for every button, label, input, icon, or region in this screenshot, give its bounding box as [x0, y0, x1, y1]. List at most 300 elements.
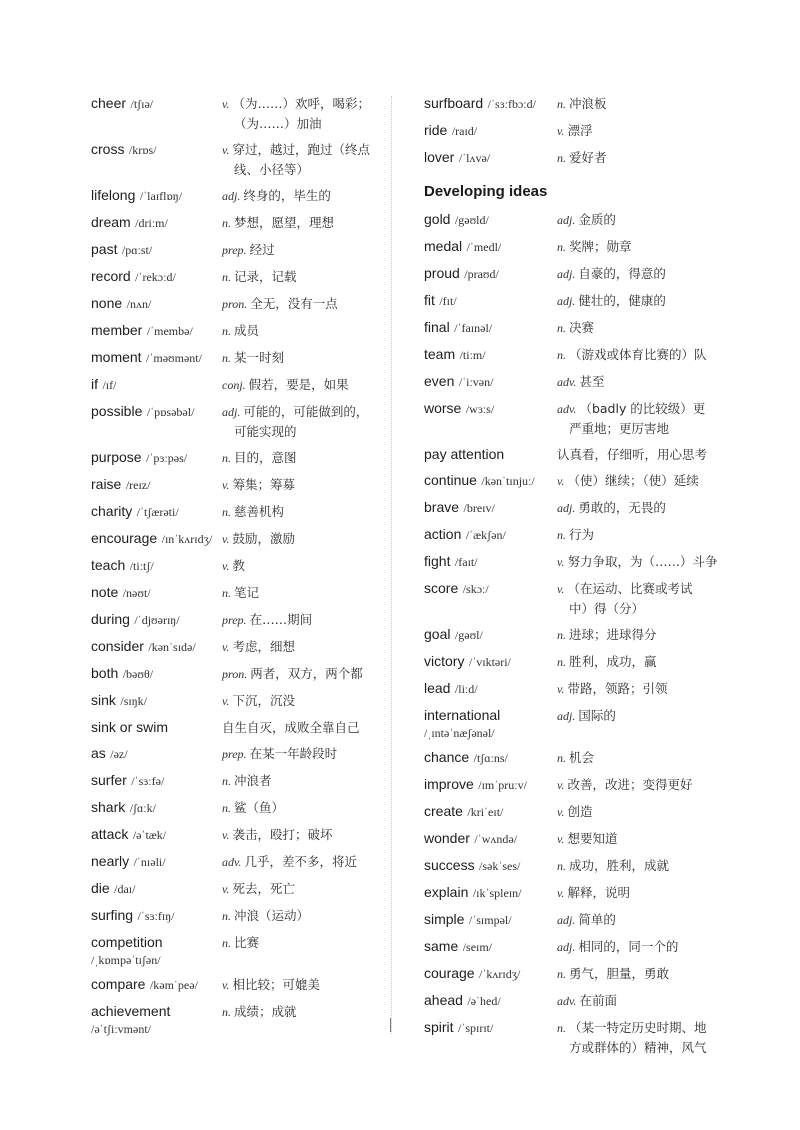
headword: improve	[424, 776, 474, 792]
part-of-speech: adv.	[557, 994, 577, 1008]
vocab-entry	[424, 829, 724, 849]
meaning: 成功，胜利，成就	[569, 858, 670, 873]
meaning: 进球；进球得分	[569, 627, 657, 642]
word-cell	[91, 975, 222, 995]
phonetic: /ˈfaɪnəl/	[454, 321, 493, 335]
meaning: 死去，死亡	[232, 881, 295, 896]
vocab-entry	[91, 186, 381, 206]
meaning-continuation: （为……）加油	[234, 116, 322, 131]
part-of-speech: v.	[557, 682, 565, 696]
vocab-entry	[424, 264, 724, 284]
headword: competition	[91, 934, 163, 950]
meaning: 梦想，愿望，理想	[234, 215, 335, 230]
definition-cell	[222, 348, 381, 368]
definition-cell	[222, 267, 381, 287]
word-cell	[91, 933, 222, 968]
word-cell	[91, 402, 222, 422]
meaning-continuation: 严重地；更厉害地	[569, 421, 670, 436]
meaning: （为……）欢呼，喝彩；	[232, 96, 370, 111]
definition-cell	[557, 525, 724, 545]
headword: teach	[91, 557, 126, 573]
headword: during	[91, 611, 130, 627]
headword: consider	[91, 638, 144, 654]
word-cell	[91, 691, 222, 711]
definition-cell	[222, 94, 381, 133]
part-of-speech: n.	[557, 528, 566, 542]
meaning: 穿过，越过，跑过（终点	[232, 142, 370, 157]
headword: success	[424, 857, 475, 873]
definition-cell	[557, 399, 724, 438]
definition-cell	[222, 321, 381, 341]
part-of-speech: adj.	[222, 405, 241, 419]
word-cell	[424, 579, 557, 599]
phonetic: /əz/	[110, 747, 128, 761]
vocab-entry	[91, 240, 381, 260]
phonetic: /ˈkʌrɪdʒ/	[479, 967, 521, 981]
part-of-speech: adj.	[222, 189, 241, 203]
vocab-entry	[91, 267, 381, 287]
word-cell	[91, 556, 222, 576]
headword: gold	[424, 211, 451, 227]
headword: moment	[91, 349, 142, 365]
word-cell	[91, 213, 222, 233]
word-cell	[424, 937, 557, 957]
headword: medal	[424, 238, 463, 254]
vocab-entry	[424, 625, 724, 645]
headword: team	[424, 346, 456, 362]
phonetic: /reɪz/	[125, 478, 151, 492]
definition-cell	[557, 625, 724, 645]
word-cell	[424, 964, 557, 984]
phonetic: /ˈwʌndə/	[474, 832, 518, 846]
phonetic: /əˈtæk/	[132, 828, 167, 842]
part-of-speech: n.	[557, 97, 566, 111]
part-of-speech: n.	[557, 151, 566, 165]
definition-cell	[222, 529, 381, 549]
word-cell	[91, 448, 222, 468]
meaning: 记录，记载	[234, 269, 297, 284]
column-divider-tick	[390, 1018, 391, 1032]
phonetic: /liːd/	[454, 682, 478, 696]
phonetic: /ˈpɜːpəs/	[146, 451, 188, 465]
vocab-entry	[91, 583, 381, 603]
part-of-speech: n.	[557, 751, 566, 765]
definition-cell	[222, 556, 381, 576]
word-cell	[91, 140, 222, 160]
meaning: 自生自灭，成败全靠自己	[222, 720, 360, 735]
definition-cell	[222, 213, 381, 233]
part-of-speech: pron.	[222, 297, 248, 311]
meaning: 鼓励，激励	[232, 531, 295, 546]
headword: cheer	[91, 95, 127, 111]
word-cell	[424, 291, 557, 311]
meaning: 冲浪（运动）	[234, 908, 310, 923]
vocab-entry	[424, 775, 724, 795]
vocab-entry	[424, 445, 724, 464]
meaning: 经过	[249, 242, 275, 257]
part-of-speech: adj.	[557, 709, 576, 723]
definition-cell	[222, 448, 381, 468]
headword: international	[424, 707, 501, 723]
headword: encourage	[91, 530, 158, 546]
vocab-entry	[424, 148, 724, 168]
phonetic: /driːm/	[135, 216, 168, 230]
meaning: 简单的	[578, 912, 616, 927]
part-of-speech: n.	[557, 321, 566, 335]
headword: create	[424, 803, 463, 819]
vocab-entry	[91, 213, 381, 233]
definition-cell	[222, 825, 381, 845]
vocab-entry	[91, 879, 381, 899]
vocab-entry	[91, 475, 381, 495]
meaning: 带路，领路；引领	[567, 681, 668, 696]
word-cell	[91, 321, 222, 341]
definition-cell	[557, 802, 724, 822]
part-of-speech: v.	[222, 143, 230, 157]
word-cell	[424, 748, 557, 768]
headword: proud	[424, 265, 460, 281]
phonetic: /raɪd/	[451, 124, 478, 138]
vocab-entry	[91, 744, 381, 764]
meaning: 健壮的，健康的	[578, 293, 666, 308]
phonetic: /tiːm/	[459, 348, 486, 362]
definition-cell	[222, 771, 381, 791]
part-of-speech: n.	[222, 801, 231, 815]
meaning: 在某一年龄段时	[249, 746, 338, 761]
meaning: 创造	[567, 804, 593, 819]
vocab-entry	[424, 498, 724, 518]
word-cell	[424, 372, 557, 392]
headword: possible	[91, 403, 143, 419]
phonetic: /wɜːs/	[465, 402, 495, 416]
headword: wonder	[424, 830, 470, 846]
headword: goal	[424, 626, 451, 642]
vocab-entry	[424, 237, 724, 257]
vocab-entry	[91, 502, 381, 522]
word-cell	[91, 852, 222, 872]
vocab-entry	[424, 1018, 724, 1057]
part-of-speech: n.	[222, 324, 231, 338]
part-of-speech: adj.	[557, 213, 576, 227]
phonetic: /ˈdjʊərɪŋ/	[134, 613, 180, 627]
vocab-entry	[424, 991, 724, 1011]
meaning: 金质的	[578, 212, 616, 227]
headword: victory	[424, 653, 465, 669]
vocab-entry	[424, 345, 724, 365]
vocab-entry	[424, 372, 724, 392]
word-cell	[91, 294, 222, 314]
word-cell	[424, 679, 557, 699]
definition-cell	[222, 933, 381, 953]
word-cell	[424, 706, 557, 741]
word-cell	[91, 1002, 222, 1037]
part-of-speech: prep.	[222, 613, 247, 627]
headword: shark	[91, 799, 126, 815]
part-of-speech: n.	[222, 216, 231, 230]
headword: fight	[424, 553, 451, 569]
phonetic: /ˈsɜːfə/	[131, 774, 165, 788]
headword: nearly	[91, 853, 130, 869]
phonetic: /seɪm/	[462, 940, 493, 954]
headword: explain	[424, 884, 469, 900]
meaning: 成绩；成就	[234, 1004, 297, 1019]
column-divider	[391, 96, 392, 1034]
phonetic: /nəʊt/	[122, 586, 151, 600]
meaning: 在……期间	[249, 612, 313, 627]
part-of-speech: v.	[222, 478, 230, 492]
phonetic: /faɪt/	[454, 555, 478, 569]
definition-cell	[222, 186, 381, 206]
part-of-speech: n.	[222, 586, 231, 600]
definition-cell	[222, 744, 381, 764]
meaning-continuation: 线、小径等）	[234, 162, 310, 177]
phonetic: /kənˈsɪdə/	[148, 640, 196, 654]
phonetic: /ɪmˈpruːv/	[478, 778, 527, 792]
phonetic: /səkˈses/	[479, 859, 521, 873]
meaning: 胜利，成功，赢	[569, 654, 657, 669]
definition-cell	[222, 637, 381, 657]
word-cell	[424, 775, 557, 795]
definition-cell	[222, 140, 381, 179]
vocab-entry	[91, 825, 381, 845]
word-cell	[91, 610, 222, 630]
meaning: 鲨（鱼）	[234, 800, 285, 815]
headword: compare	[91, 976, 146, 992]
phonetic: /tiːtʃ/	[129, 559, 154, 573]
headword: member	[91, 322, 143, 338]
word-cell	[424, 991, 557, 1011]
headword: fit	[424, 292, 435, 308]
definition-cell	[222, 294, 381, 314]
meaning: 勇敢的，无畏的	[578, 500, 666, 515]
part-of-speech: v.	[557, 778, 565, 792]
part-of-speech: v.	[557, 474, 565, 488]
left-column	[91, 94, 381, 1044]
phonetic: /sɪŋk/	[120, 694, 147, 708]
vocab-entry	[91, 906, 381, 926]
headword: past	[91, 241, 118, 257]
meaning: 成员	[234, 323, 260, 338]
definition-cell	[222, 1002, 381, 1022]
definition-cell	[222, 402, 381, 441]
meaning: 漂浮	[567, 123, 593, 138]
phonetic: /ˈspɪrɪt/	[458, 1021, 494, 1035]
word-cell	[424, 318, 557, 338]
headword: even	[424, 373, 455, 389]
vocab-entry	[91, 448, 381, 468]
definition-cell	[222, 718, 381, 737]
part-of-speech: n.	[222, 451, 231, 465]
vocab-entry	[424, 579, 724, 618]
phonetic: /əˈtʃiːvmənt/	[91, 1022, 151, 1036]
phonetic: /gəʊl/	[454, 628, 483, 642]
vocab-entry	[91, 771, 381, 791]
vocab-entry	[91, 975, 381, 995]
word-cell	[91, 906, 222, 926]
definition-cell	[222, 879, 381, 899]
definition-cell	[557, 775, 724, 795]
phonetic: /kəmˈpeə/	[149, 978, 198, 992]
word-cell	[91, 186, 222, 206]
meaning: 教	[232, 558, 245, 573]
vocab-entry	[91, 637, 381, 657]
meaning: 努力争取，为（……）斗争	[567, 554, 718, 569]
vocab-entry	[91, 321, 381, 341]
phonetic: /kənˈtɪnjuː/	[481, 474, 535, 488]
meaning: 可能的，可能做到的，	[243, 404, 369, 419]
headword: sink	[91, 692, 116, 708]
meaning: 几乎，差不多，将近	[244, 854, 357, 869]
headword: action	[424, 526, 462, 542]
definition-cell	[222, 583, 381, 603]
part-of-speech: adj.	[557, 501, 576, 515]
phonetic: /daɪ/	[114, 882, 136, 896]
vocab-entry	[424, 471, 724, 491]
phonetic: /ˌkɒmpəˈtɪʃən/	[91, 953, 161, 967]
meaning: 笔记	[234, 585, 260, 600]
definition-cell	[222, 852, 381, 872]
part-of-speech: n.	[222, 351, 231, 365]
part-of-speech: adj.	[557, 913, 576, 927]
word-cell	[91, 718, 222, 737]
headword: none	[91, 295, 123, 311]
word-cell	[424, 910, 557, 930]
definition-cell	[222, 502, 381, 522]
phonetic: /ˈsɪmpəl/	[468, 913, 512, 927]
word-cell	[424, 121, 557, 141]
part-of-speech: v.	[557, 555, 565, 569]
phonetic: /skɔː/	[462, 582, 489, 596]
part-of-speech: n.	[557, 348, 566, 362]
phonetic: /ɪnˈkʌrɪdʒ/	[161, 532, 213, 546]
part-of-speech: n.	[222, 505, 231, 519]
definition-cell	[222, 475, 381, 495]
headword: same	[424, 938, 459, 954]
phonetic: /ɪf/	[102, 378, 117, 392]
meaning: （badly 的比较级）更	[579, 401, 706, 416]
meaning: 勇气，胆量，勇敢	[569, 966, 670, 981]
part-of-speech: adv.	[557, 402, 577, 416]
word-cell	[424, 399, 557, 419]
meaning: 全无，没有一点	[250, 296, 338, 311]
word-cell	[424, 148, 557, 168]
vocab-entry	[424, 883, 724, 903]
right-column-top-entries	[424, 94, 724, 168]
headword: surfing	[91, 907, 134, 923]
part-of-speech: n.	[222, 774, 231, 788]
definition-cell	[557, 445, 724, 464]
headword: as	[91, 745, 106, 761]
vocab-entry	[424, 525, 724, 545]
meaning: 行为	[569, 527, 595, 542]
phonetic: /pɑːst/	[121, 243, 153, 257]
vocab-entry	[424, 802, 724, 822]
definition-cell	[222, 798, 381, 818]
vocab-entry	[424, 679, 724, 699]
definition-cell	[557, 910, 724, 930]
definition-cell	[222, 240, 381, 260]
vocab-entry	[424, 937, 724, 957]
part-of-speech: n.	[557, 1021, 566, 1035]
vocab-entry	[91, 664, 381, 684]
meaning: 慈善机构	[234, 504, 285, 519]
definition-cell	[557, 498, 724, 518]
phonetic: /gəʊld/	[454, 213, 489, 227]
headword: sink or swim	[91, 719, 169, 735]
section-heading-developing-ideas: Developing ideas	[424, 183, 548, 200]
phonetic: /ˈiːvən/	[458, 375, 494, 389]
definition-cell	[557, 471, 724, 491]
definition-cell	[557, 1018, 724, 1057]
headword: lead	[424, 680, 451, 696]
word-cell	[424, 345, 557, 365]
vocab-entry	[424, 94, 724, 114]
meaning: 考虑，细想	[232, 639, 295, 654]
right-column	[424, 94, 724, 1064]
phonetic: /praʊd/	[464, 267, 499, 281]
headword: final	[424, 319, 450, 335]
headword: attack	[91, 826, 129, 842]
phonetic: /ˈsɜːfɪŋ/	[137, 909, 175, 923]
meaning-continuation: 可能实现的	[234, 424, 297, 439]
right-column-developing-ideas-entries	[424, 210, 724, 1057]
definition-cell	[557, 291, 724, 311]
definition-cell	[557, 552, 724, 572]
part-of-speech: conj.	[222, 378, 246, 392]
part-of-speech: v.	[222, 694, 230, 708]
headword: both	[91, 665, 119, 681]
headword: continue	[424, 472, 477, 488]
word-cell	[424, 237, 557, 257]
vocab-entry	[424, 652, 724, 672]
part-of-speech: n.	[557, 628, 566, 642]
definition-cell	[222, 975, 381, 995]
headword: surfer	[91, 772, 127, 788]
headword: if	[91, 376, 98, 392]
part-of-speech: n.	[557, 655, 566, 669]
word-cell	[91, 771, 222, 791]
phonetic: /tʃɑːns/	[473, 751, 508, 765]
definition-cell	[557, 148, 724, 168]
headword: pay attention	[424, 446, 505, 462]
vocab-entry	[424, 964, 724, 984]
part-of-speech: n.	[557, 859, 566, 873]
word-cell	[424, 802, 557, 822]
vocab-entry	[91, 556, 381, 576]
part-of-speech: adj.	[557, 267, 576, 281]
vocab-entry	[91, 348, 381, 368]
headword: worse	[424, 400, 462, 416]
definition-cell	[557, 748, 724, 768]
phonetic: /ˈtʃærəti/	[136, 505, 179, 519]
meaning: 改善，改进；变得更好	[567, 777, 693, 792]
definition-cell	[557, 264, 724, 284]
vocab-entry	[424, 210, 724, 230]
word-cell	[424, 264, 557, 284]
meaning: 奖牌；勋章	[569, 239, 632, 254]
phonetic: /ˈsɜːfbɔːd/	[487, 97, 536, 111]
vocab-entry	[91, 610, 381, 630]
part-of-speech: v.	[222, 640, 230, 654]
phonetic: /ˈlʌvə/	[458, 151, 491, 165]
word-cell	[424, 445, 557, 464]
headword: raise	[91, 476, 122, 492]
part-of-speech: n.	[557, 967, 566, 981]
vocab-entry	[424, 706, 724, 741]
vocab-entry	[91, 798, 381, 818]
headword: charity	[91, 503, 133, 519]
definition-cell	[557, 652, 724, 672]
